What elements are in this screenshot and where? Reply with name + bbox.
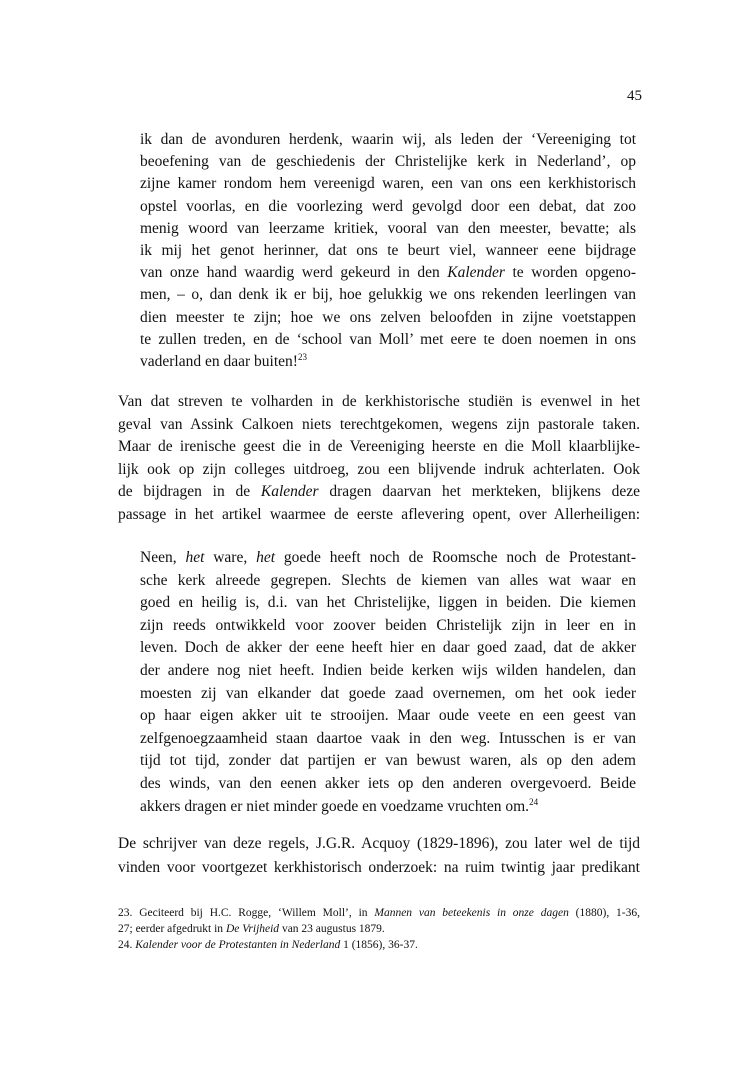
quote2-line: op haar eigen akker uit te strooijen. Maar oude veete en een geest van (140, 707, 636, 725)
para2-line: De schrijver van deze regels, J.G.R. Acquoy (1829-1896), zou later wel de tijd (118, 835, 640, 852)
quote1-line: beoefening van de geschiedenis der Christelijke kerk in Nederland’, op (140, 153, 636, 171)
quote2-line: der andere nog niet heeft. Indien beide kerken wijs wilden handelen, dan (140, 662, 636, 679)
quote1-line: te zullen treden, en de ‘school van Moll’ met eere te doen noemen in ons (140, 330, 636, 348)
page-number: 45 (627, 88, 642, 104)
quote2-line: sche kerk alreede gegrepen. Slechts de kiemen van alles wat waar en (140, 571, 636, 589)
footnotes-line: 23. Geciteerd bij H.C. Rogge, ‘Willem Moll’, in Mannen van beteekenis in onze dagen (1880), 1-36, (118, 907, 640, 919)
quote1-line: zijne kamer rondom hem vereenigd waren, een van ons een kerkhistorisch (140, 175, 636, 193)
quote1-line: vaderland en daar buiten!$^{23}$ (140, 351, 307, 370)
footnotes-line: 24. Kalender voor de Protestanten in Nederland 1 (1856), 36-37. (118, 939, 418, 951)
quote2-line: tijd tot tijd, zonder dat partijen er van bewust waren, als op den adem (140, 752, 636, 770)
quote1-line: menig woord van leerzame kritiek, vooral van den meester, bevatte; als (140, 219, 636, 237)
quote2-line: leven. Doch de akker der eene heeft hier en daar goed zaad, dat de akker (140, 639, 636, 657)
quote2-line: zelfgenoegzaamheid staan daartoe vaak in den weg. Intusschen is er van (140, 729, 636, 747)
para2-line: vinden voor voortgezet kerkhistorisch onderzoek: na ruim twintig jaar predikant (118, 859, 640, 876)
quote1-line: dien meester te zijn; hoe we ons zelven beloofden in zijne voetstappen (140, 308, 636, 326)
quote1-line: ik mij het genot herinner, dat ons te beurt viel, wanneer eene bijdrage (140, 242, 636, 259)
para1-line: Maar de irenische geest die in de Vereeniging heerste en die Moll klaarblijke- (118, 438, 640, 456)
footnotes-line: 27; eerder afgedrukt in De Vrijheid van 23 augustus 1879. (118, 923, 385, 935)
quote2-line: moesten zij van elkander dat goede zaad overnemen, om het ook ieder (140, 684, 636, 702)
quote2-line: goed en heilig is, d.i. van het Christelijke, liggen in beiden. Die kiemen (140, 594, 636, 612)
quote1-line: ik dan de avonduren herdenk, waarin wij, als leden der ‘Vereeniging tot (140, 131, 636, 148)
quote2-line: Neen, het ware, het goede heeft noch de Roomsche noch de Protestant- (140, 549, 636, 566)
para1-line: passage in het artikel waarmee de eerste aflevering opent, over Allerheiligen: (118, 506, 640, 523)
para1-line: Van dat streven te volharden in de kerkhistorische studiën is evenwel in het (118, 393, 640, 410)
quote2-line: zijn reeds ontwikkeld voor zoover beiden Christelijk zijn in leer en in (140, 616, 636, 634)
quote1-line: opstel voorlas, en die voorlezing werd gevolgd door een debat, dat zoo (140, 197, 636, 215)
quote2-line: akkers dragen er niet minder goede en voedzame vruchten om.$^{24}$ (140, 796, 539, 815)
para1-line: geval van Assink Calkoen niets terechtgekomen, wegens zijn pastorale taken. (118, 415, 640, 433)
para1-line: lijk ook op zijn colleges uitdroeg, zou een blijvende indruk achterlaten. Ook (118, 460, 640, 478)
quote1-line: men, – o, dan denk ik er bij, hoe gelukkig we ons rekenden leerlingen van (140, 286, 636, 304)
para1-line: de bijdragen in de Kalender dragen daarvan het merkteken, blijkens deze (118, 483, 640, 501)
quote1-line: van onze hand waardig werd gekeurd in den Kalender te worden opgeno- (140, 264, 637, 282)
quote2-line: des winds, van den eenen akker iets op den anderen overgevoerd. Beide (140, 775, 636, 792)
